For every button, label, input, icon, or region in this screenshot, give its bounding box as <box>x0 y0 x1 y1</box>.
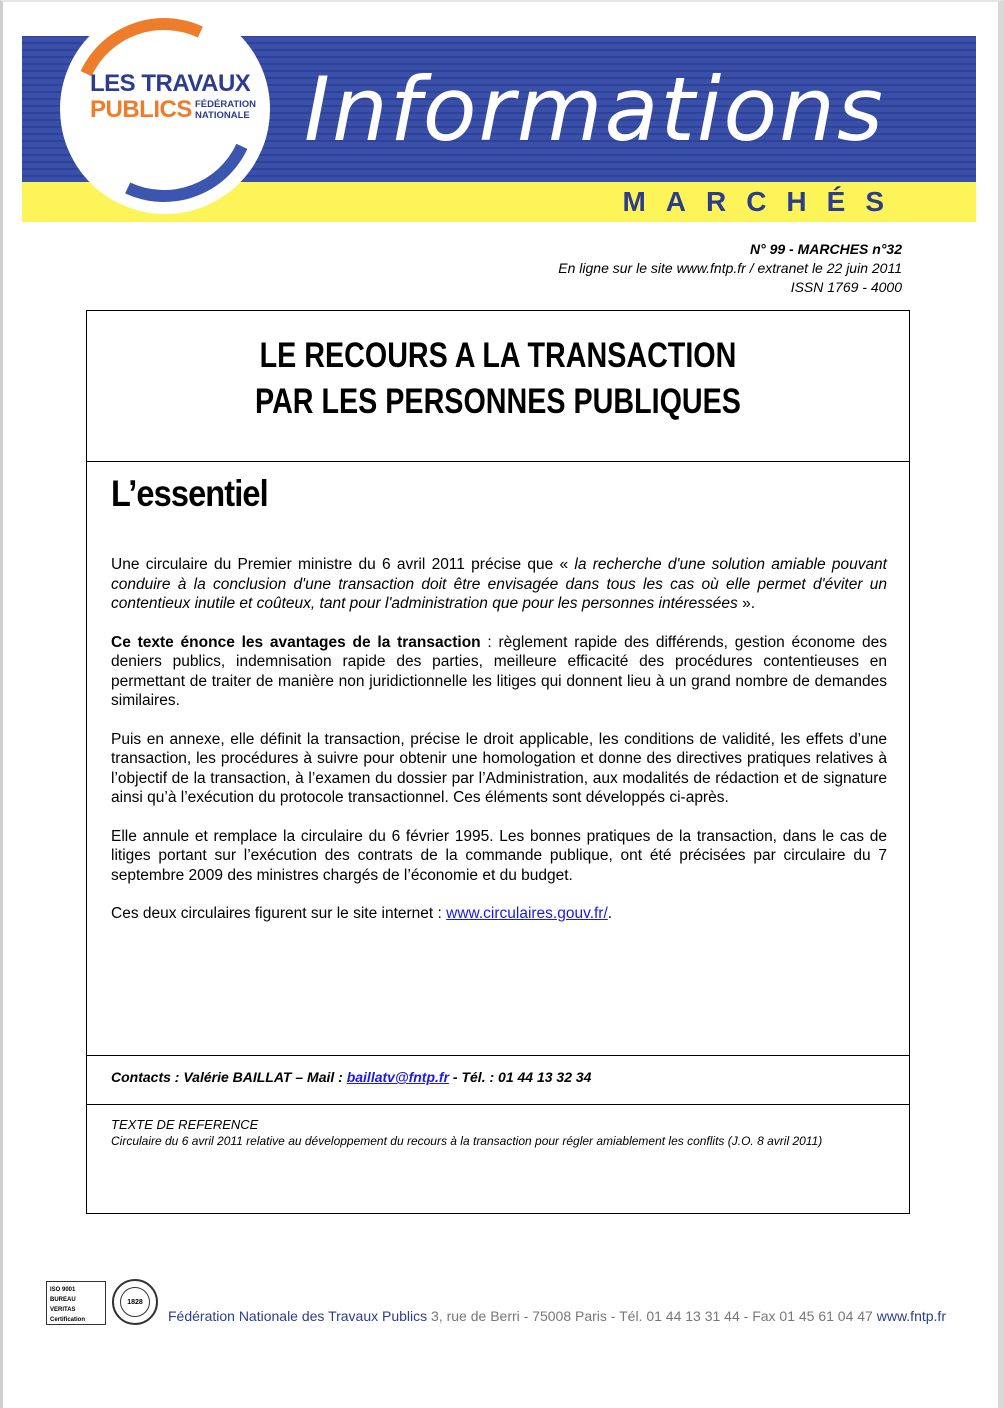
logo-line3: FÉDÉRATION NATIONALE <box>195 99 257 121</box>
p2-bold: Ce texte énonce les avantages de la transaction <box>111 633 481 651</box>
paragraph-1 <box>111 555 887 614</box>
p2-rest: : règlement rapide des différends, gestion économe des deniers publics, indemnisation rapide des parties, meilleure efficacité des procédures contentieuses en permettant de traiter de manière non juridictionnelle les litiges qui donnent lieu à un grand nombre de demandes similaires. <box>111 633 887 709</box>
bureau-veritas-seal-icon <box>112 1279 158 1325</box>
banner-subtitle: MARCHÉS <box>622 186 904 217</box>
p1-quote: la recherche d'une solution amiable pouvant conduire à la conclusion d'une transaction doit être envisagée dans tous les cas où elle permet d'éviter un contentieux inutile et coûteux, tant pour l'administration que pour les personnes intéressées <box>111 556 887 612</box>
paragraph-3: Puis en annexe, elle définit la transaction, précise le droit applicable, les conditions de validité, les effets d’une transaction, les procédures à suivre pour obtenir une homologation et donne des directives pratiques relatives à l’objectif de la transaction, à l’examen du dossier par l’Administration, aux modalités de rédaction et de signature ainsi qu’à l’exécution du protocole transactionnel. Ces éléments sont développés ci-après. <box>111 730 887 806</box>
p5-start: Ces deux circulaires figurent sur le site internet : <box>111 905 447 922</box>
contacts <box>111 1069 591 1085</box>
contact-email-link[interactable]: baillatv@fntp.fr <box>346 1069 450 1085</box>
reference-title: TEXTE DE REFERENCE <box>111 1117 259 1132</box>
p1-end: ». <box>737 595 756 612</box>
cert-line1: ISO 9001 <box>50 1287 76 1293</box>
footer-website-link[interactable]: www.fntp.fr <box>872 1308 946 1324</box>
paragraph-5 <box>111 904 887 924</box>
logo-line2: PUBLICS <box>90 96 192 123</box>
online-note: En ligne sur le site www.fntp.fr / extranet le 22 juin 2011 <box>558 260 902 276</box>
content-frame <box>86 310 910 1214</box>
paragraph-4: Elle annule et remplace la circulaire du 6 février 1995. Les bonnes pratiques de la transaction, dans le cas de litiges portant sur l’exécution des contrats de la commande publique, ont été précisées par circulaire du 7 septembre 2009 des ministres chargés de l’économie et du budget. <box>111 827 887 884</box>
certification-logo <box>46 1279 158 1331</box>
cert-line3: Certification <box>50 1317 86 1323</box>
footer-org-name: Fédération Nationale des Travaux Publics <box>168 1308 428 1324</box>
issue-meta <box>558 240 902 297</box>
cert-line2: BUREAU VERITAS <box>50 1297 76 1313</box>
reference-text: Circulaire du 6 avril 2011 relative au développement du recours à la transaction pour régler amiablement les conflits (J.O. 8 avril 2011) <box>111 1134 823 1148</box>
section-heading: L’essentiel <box>111 473 268 514</box>
title-line2: PAR LES PERSONNES PUBLIQUES <box>255 382 741 421</box>
footer-address: 3, rue de Berri - 75008 Paris - Tél. 01 44 13 31 44 - Fax 01 45 61 04 47 <box>427 1308 873 1324</box>
contacts-phone: - Tél. : 01 44 13 32 34 <box>449 1069 592 1085</box>
paragraph-2 <box>111 633 887 711</box>
iso-certification-box <box>46 1281 106 1325</box>
footer-address-line <box>168 1308 946 1324</box>
p1-start: Une circulaire du Premier ministre du 6 avril 2011 précise que « <box>111 556 575 573</box>
issue-number: N° 99 - MARCHES n°32 <box>749 241 902 257</box>
document-title <box>161 333 835 425</box>
logo-line1: LES TRAVAUX <box>90 70 251 97</box>
circulaires-link[interactable]: www.circulaires.gouv.fr/ <box>446 905 608 922</box>
seal-text: 1828 <box>120 1287 150 1317</box>
contacts-box <box>87 1055 909 1105</box>
p5-end: . <box>607 905 613 922</box>
title-box <box>87 311 909 462</box>
banner-title: Informations <box>304 58 885 161</box>
issn: ISSN 1769 - 4000 <box>790 279 902 295</box>
body-text <box>111 555 887 943</box>
reference-section <box>111 1117 887 1149</box>
contacts-label: Contacts : Valérie BAILLAT – Mail : <box>111 1069 347 1085</box>
title-line1: LE RECOURS A LA TRANSACTION <box>259 336 737 375</box>
